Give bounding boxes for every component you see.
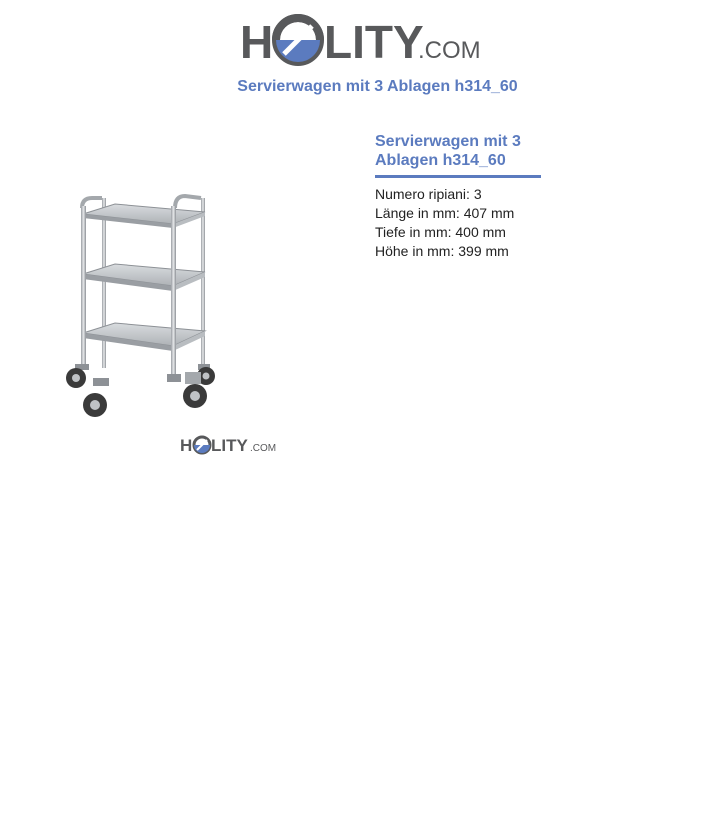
svg-text:H: H xyxy=(240,16,274,68)
svg-text:.COM: .COM xyxy=(418,37,481,64)
spec-height xyxy=(375,242,545,261)
holity-logo[interactable] xyxy=(240,10,500,70)
svg-text:LITY: LITY xyxy=(324,16,424,68)
spec-shelves xyxy=(375,185,545,204)
spec-length xyxy=(375,204,545,223)
svg-text:LITY: LITY xyxy=(211,436,248,455)
title-divider xyxy=(375,175,541,178)
product-name-line1: Servierwagen mit 3 xyxy=(375,133,521,150)
product-name xyxy=(375,132,545,170)
spec-value: 407 mm xyxy=(463,205,515,221)
page-title: Servierwagen mit 3 Ablagen h314_60 xyxy=(237,78,518,95)
spec-value: 399 mm xyxy=(458,243,509,259)
product-info xyxy=(375,132,545,261)
spec-value: 400 mm xyxy=(455,224,506,240)
svg-text:.COM: .COM xyxy=(250,443,277,454)
spec-label: Länge in mm: xyxy=(375,205,460,221)
spec-list xyxy=(375,185,545,261)
spec-label: Numero ripiani: xyxy=(375,186,470,202)
spec-label: Tiefe in mm: xyxy=(375,224,452,240)
product-name-line2: Ablagen h314_60 xyxy=(375,152,506,169)
product-image xyxy=(55,188,225,423)
holity-watermark-logo xyxy=(178,432,278,458)
svg-text:H: H xyxy=(180,436,193,455)
spec-value: 3 xyxy=(473,186,482,202)
spec-label: Höhe in mm: xyxy=(375,243,455,259)
spec-depth xyxy=(375,223,545,242)
